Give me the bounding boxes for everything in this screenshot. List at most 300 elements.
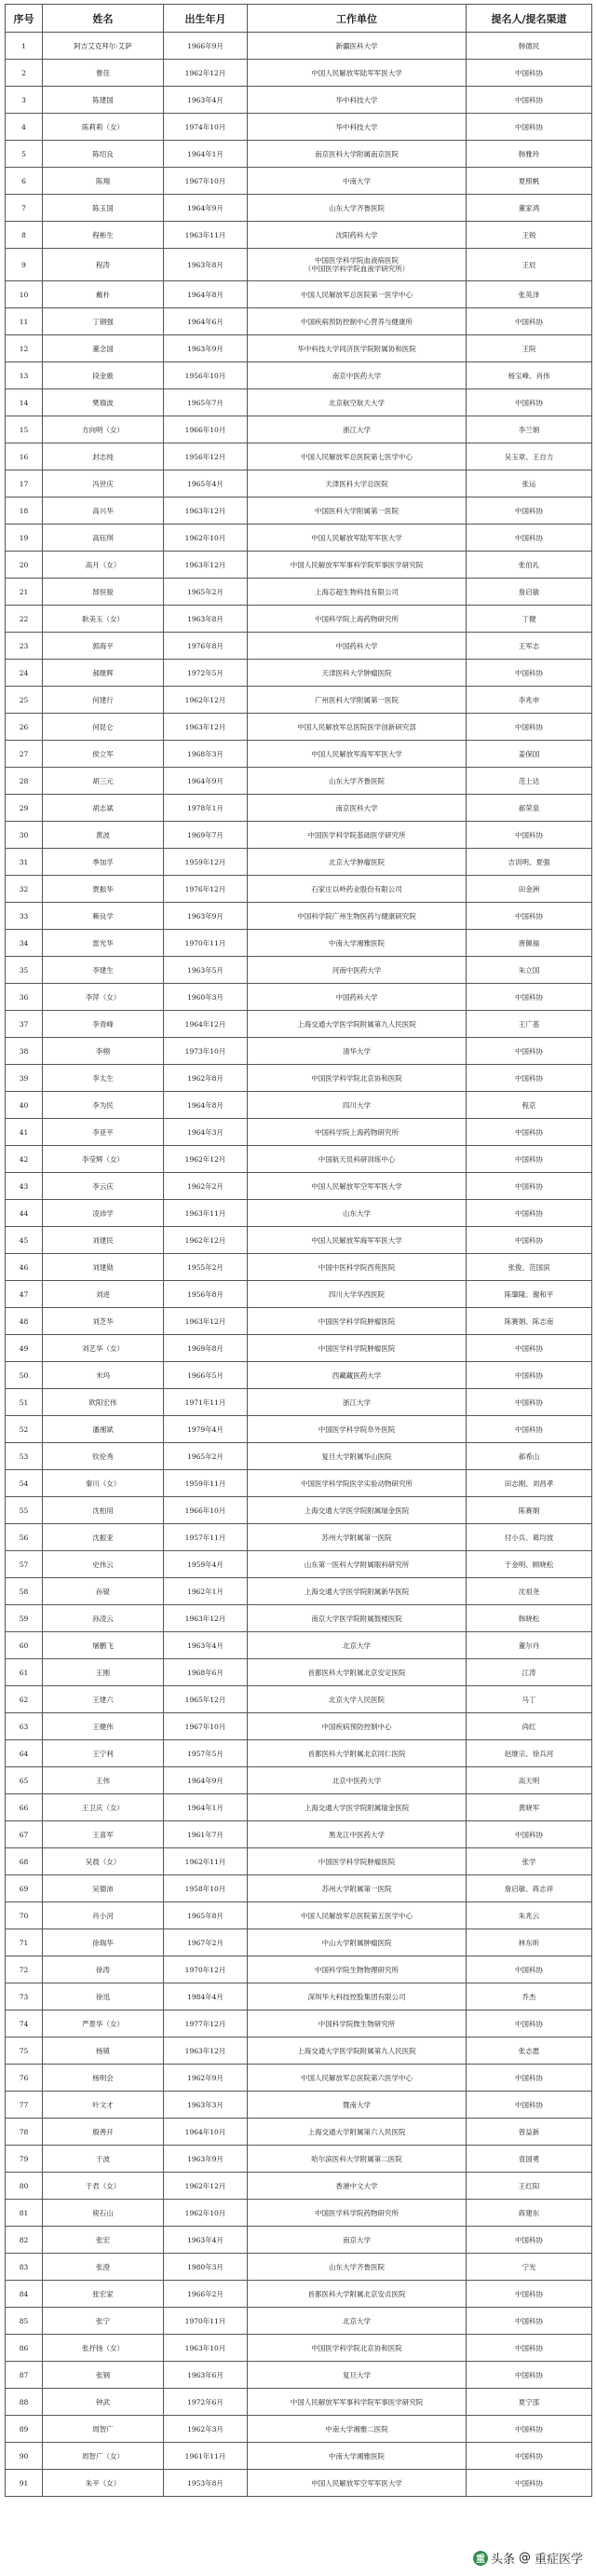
table-row xyxy=(6,1362,592,1389)
cell-index: 91 xyxy=(6,2470,43,2497)
cell-organization xyxy=(248,1956,467,1983)
table-row xyxy=(6,1281,592,1308)
cell-nominator: 中国科协 xyxy=(467,389,592,416)
table-row xyxy=(6,1173,592,1200)
cell-name: 钟武 xyxy=(43,2389,164,2416)
cell-nominator: 李兰娟 xyxy=(467,416,592,443)
cell-index: 2 xyxy=(6,60,43,87)
organization-line: 中国医科大学附属第一医院 xyxy=(315,506,399,515)
cell-name: 徐迅 xyxy=(43,1983,164,2010)
cell-birth: 1963年9月 xyxy=(164,2146,248,2173)
cell-nominator: 杨宝峰、肖伟 xyxy=(467,362,592,389)
cell-index: 4 xyxy=(6,114,43,141)
cell-birth: 1970年12月 xyxy=(164,1956,248,1983)
table-row xyxy=(6,1767,592,1794)
cell-organization xyxy=(248,335,467,362)
cell-index: 21 xyxy=(6,579,43,606)
cell-nominator: 丁健 xyxy=(467,606,592,633)
cell-birth: 1966年5月 xyxy=(164,1362,248,1389)
cell-nominator: 程京 xyxy=(467,1092,592,1119)
cell-organization xyxy=(248,1146,467,1173)
cell-index: 65 xyxy=(6,1767,43,1794)
organization-line: 中山大学附属肿瘤医院 xyxy=(321,1938,392,1947)
cell-organization xyxy=(248,2389,467,2416)
cell-name: 季加孚 xyxy=(43,849,164,876)
cell-organization xyxy=(248,1227,467,1254)
cell-organization xyxy=(248,1254,467,1281)
cell-organization xyxy=(248,1821,467,1848)
cell-organization xyxy=(248,1119,467,1146)
cell-birth: 1960年3月 xyxy=(164,984,248,1011)
cell-nominator: 陈肇隆、谢和平 xyxy=(467,1281,592,1308)
cell-organization xyxy=(248,1470,467,1497)
cell-nominator: 王军志 xyxy=(467,633,592,660)
cell-index: 52 xyxy=(6,1416,43,1443)
cell-name: 周智广 xyxy=(43,2416,164,2443)
cell-index: 50 xyxy=(6,1362,43,1389)
table-row xyxy=(6,1200,592,1227)
cell-nominator: 中国科协 xyxy=(467,714,592,741)
organization-line: 中国人民解放军总医院第五医学中心 xyxy=(301,1911,413,1920)
table-row xyxy=(6,87,592,114)
cell-index: 75 xyxy=(6,2038,43,2065)
cell-index: 68 xyxy=(6,1848,43,1875)
cell-organization xyxy=(248,768,467,795)
cell-index: 72 xyxy=(6,1956,43,1983)
table-row xyxy=(6,2173,592,2200)
table-row xyxy=(6,1713,592,1740)
cell-organization xyxy=(248,2443,467,2470)
cell-organization xyxy=(248,1524,467,1551)
cell-name: 高钰琪 xyxy=(43,525,164,552)
cell-index: 57 xyxy=(6,1551,43,1578)
cell-index: 34 xyxy=(6,930,43,957)
cell-birth: 1963年9月 xyxy=(164,335,248,362)
cell-birth: 1964年1月 xyxy=(164,1794,248,1821)
cell-birth: 1967年10月 xyxy=(164,1713,248,1740)
cell-organization xyxy=(248,281,467,308)
organization-line: 山东大学齐鲁医院 xyxy=(329,203,385,212)
table-row xyxy=(6,579,592,606)
cell-organization xyxy=(248,1011,467,1038)
cell-birth: 1957年5月 xyxy=(164,1740,248,1767)
organization-line: 沈阳药科大学 xyxy=(335,230,378,239)
cell-nominator: 马丁 xyxy=(467,1686,592,1713)
table-row xyxy=(6,2038,592,2065)
cell-organization xyxy=(248,741,467,768)
organization-line: 上海交通大学医学院附属新华医院 xyxy=(304,1587,410,1596)
cell-nominator: 中国科协 xyxy=(467,1038,592,1065)
cell-index: 82 xyxy=(6,2227,43,2254)
cell-index: 24 xyxy=(6,660,43,687)
cell-name: 李莹辉（女） xyxy=(43,1146,164,1173)
cell-organization xyxy=(248,2470,467,2497)
table-row xyxy=(6,1578,592,1605)
cell-birth: 1963年9月 xyxy=(164,903,248,930)
table-row xyxy=(6,1146,592,1173)
cell-organization xyxy=(248,660,467,687)
cell-nominator: 郝希山 xyxy=(467,1443,592,1470)
cell-organization xyxy=(248,1443,467,1470)
cell-birth: 1962年1月 xyxy=(164,1578,248,1605)
table-row xyxy=(6,1065,592,1092)
cell-nominator: 中国科协 xyxy=(467,1119,592,1146)
organization-line: 天津医科大学总医院 xyxy=(325,479,388,488)
cell-nominator: 吉训明、夏强 xyxy=(467,849,592,876)
table-row xyxy=(6,2416,592,2443)
cell-organization xyxy=(248,249,467,281)
cell-organization xyxy=(248,1713,467,1740)
organization-line: 中南大学湘雅医院 xyxy=(329,2451,385,2460)
cell-organization xyxy=(248,1308,467,1335)
cell-index: 29 xyxy=(6,795,43,822)
cell-index: 5 xyxy=(6,141,43,168)
cell-birth: 1963年11月 xyxy=(164,1200,248,1227)
cell-index: 23 xyxy=(6,633,43,660)
table-row xyxy=(6,2227,592,2254)
cell-index: 88 xyxy=(6,2389,43,2416)
cell-organization xyxy=(248,849,467,876)
header-organization: 工作单位 xyxy=(248,5,467,33)
cell-index: 69 xyxy=(6,1875,43,1902)
cell-organization xyxy=(248,2200,467,2227)
cell-name: 欧阳宏伟 xyxy=(43,1389,164,1416)
organization-line: 四川大学华西医院 xyxy=(329,1289,385,1299)
document-page xyxy=(5,4,591,2497)
cell-organization xyxy=(248,1335,467,1362)
table-row xyxy=(6,795,592,822)
cell-name: 张澄 xyxy=(43,2254,164,2281)
cell-nominator: 朱立国 xyxy=(467,957,592,984)
cell-birth: 1963年12月 xyxy=(164,2038,248,2065)
cell-nominator: 中国科协 xyxy=(467,114,592,141)
table-row xyxy=(6,1686,592,1713)
cell-nominator: 中国科协 xyxy=(467,497,592,525)
cell-organization xyxy=(248,308,467,335)
candidate-list-table xyxy=(5,4,592,2497)
table-row xyxy=(6,60,592,87)
cell-nominator: 唐佩福 xyxy=(467,930,592,957)
cell-index: 51 xyxy=(6,1389,43,1416)
organization-line: 中国人民解放军空军军医大学 xyxy=(311,1181,402,1191)
cell-index: 3 xyxy=(6,87,43,114)
organization-line: 北京航空航天大学 xyxy=(329,398,385,407)
cell-organization xyxy=(248,1497,467,1524)
cell-birth: 1962年12月 xyxy=(164,60,248,87)
cell-index: 64 xyxy=(6,1740,43,1767)
table-row xyxy=(6,714,592,741)
organization-line: 山东大学齐鲁医院 xyxy=(329,776,385,785)
table-row xyxy=(6,443,592,470)
cell-birth: 1962年11月 xyxy=(164,1848,248,1875)
cell-nominator: 中国科协 xyxy=(467,1146,592,1173)
cell-nominator: 中国科协 xyxy=(467,2335,592,2362)
cell-birth: 1964年10月 xyxy=(164,2119,248,2146)
cell-name: 高兴华 xyxy=(43,497,164,525)
organization-line: 广州医科大学附属第一医院 xyxy=(315,695,399,704)
cell-name: 刘建民 xyxy=(43,1227,164,1254)
header-nominator: 提名人/提名渠道 xyxy=(467,5,592,33)
cell-name: 凌沛学 xyxy=(43,1200,164,1227)
table-row xyxy=(6,1659,592,1686)
organization-line: 中国药科大学 xyxy=(335,992,378,1002)
cell-birth: 1963年12月 xyxy=(164,552,248,579)
table-row xyxy=(6,308,592,335)
cell-name: 郜恒骏 xyxy=(43,579,164,606)
organization-line: 河南中医药大学 xyxy=(332,965,382,975)
cell-nominator: 韩晓松 xyxy=(467,1605,592,1632)
cell-name: 侯立军 xyxy=(43,741,164,768)
cell-birth: 1959年4月 xyxy=(164,1551,248,1578)
cell-name: 王建六 xyxy=(43,1686,164,1713)
cell-nominator: 张英泽 xyxy=(467,281,592,308)
cell-organization xyxy=(248,33,467,60)
cell-nominator: 张学 xyxy=(467,1848,592,1875)
table-row xyxy=(6,633,592,660)
organization-line: 上海交通大学附属第六人民医院 xyxy=(307,2127,406,2136)
cell-name: 李云庆 xyxy=(43,1173,164,1200)
cell-name: 米玛 xyxy=(43,1362,164,1389)
cell-nominator: 于金明、顾晓松 xyxy=(467,1551,592,1578)
cell-index: 46 xyxy=(6,1254,43,1281)
organization-line: 山东大学齐鲁医院 xyxy=(329,2262,385,2271)
cell-nominator: 董家鸿 xyxy=(467,195,592,222)
cell-index: 61 xyxy=(6,1659,43,1686)
cell-organization xyxy=(248,687,467,714)
organization-line: 上海交通大学医学院附属瑞金医院 xyxy=(304,1803,410,1812)
cell-birth: 1964年3月 xyxy=(164,1119,248,1146)
cell-nominator: 中国科协 xyxy=(467,1416,592,1443)
cell-nominator: 詹启敏、蒋志祥 xyxy=(467,1875,592,1902)
cell-name: 沈柏用 xyxy=(43,1497,164,1524)
organization-line: 中国科学院广州生物医药与健康研究院 xyxy=(297,911,416,920)
cell-organization xyxy=(248,1605,467,1632)
table-row xyxy=(6,606,592,633)
cell-name: 李为民 xyxy=(43,1092,164,1119)
table-row xyxy=(6,141,592,168)
table-row xyxy=(6,222,592,249)
organization-line: 新疆医科大学 xyxy=(335,41,378,50)
cell-organization xyxy=(248,1767,467,1794)
cell-index: 56 xyxy=(6,1524,43,1551)
cell-birth: 1965年2月 xyxy=(164,579,248,606)
cell-birth: 1963年12月 xyxy=(164,1308,248,1335)
table-row xyxy=(6,416,592,443)
cell-birth: 1963年12月 xyxy=(164,1605,248,1632)
organization-line: 清华大学 xyxy=(343,1046,371,1056)
cell-organization xyxy=(248,416,467,443)
organization-line: 中国医学科学院药物研究所 xyxy=(315,2208,399,2217)
cell-organization xyxy=(248,1686,467,1713)
cell-index: 28 xyxy=(6,768,43,795)
cell-name: 潘湘斌 xyxy=(43,1416,164,1443)
table-row xyxy=(6,1605,592,1632)
cell-nominator: 中国科协 xyxy=(467,1389,592,1416)
cell-organization xyxy=(248,1551,467,1578)
cell-index: 63 xyxy=(6,1713,43,1740)
table-row xyxy=(6,2389,592,2416)
cell-index: 43 xyxy=(6,1173,43,1200)
table-row xyxy=(6,389,592,416)
organization-line: 华中科技大学同济医学院附属协和医院 xyxy=(297,344,416,353)
cell-index: 53 xyxy=(6,1443,43,1470)
table-row xyxy=(6,2254,592,2281)
cell-index: 48 xyxy=(6,1308,43,1335)
cell-name: 刘建勋 xyxy=(43,1254,164,1281)
cell-nominator: 王广基 xyxy=(467,1011,592,1038)
cell-index: 47 xyxy=(6,1281,43,1308)
cell-birth: 1963年10月 xyxy=(164,2335,248,2362)
cell-index: 38 xyxy=(6,1038,43,1065)
cell-birth: 1963年6月 xyxy=(164,2362,248,2389)
cell-birth: 1965年4月 xyxy=(164,470,248,497)
organization-line: 中国人民解放军总医院第六医学中心 xyxy=(301,2073,413,2082)
cell-name: 周智广（女） xyxy=(43,2443,164,2470)
table-row xyxy=(6,1875,592,1902)
cell-birth: 1963年12月 xyxy=(164,497,248,525)
cell-name: 张宁 xyxy=(43,2308,164,2335)
cell-name: 刘进 xyxy=(43,1281,164,1308)
organization-line: 中国人民解放军总医院第七医学中心 xyxy=(301,452,413,461)
cell-index: 26 xyxy=(6,714,43,741)
cell-birth: 1966年9月 xyxy=(164,33,248,60)
organization-line: 山东第一医科大学附属眼科研究所 xyxy=(304,1560,410,1569)
cell-name: 张抒扬（女） xyxy=(43,2335,164,2362)
cell-name: 肖小河 xyxy=(43,1902,164,1929)
cell-name: 胡三元 xyxy=(43,768,164,795)
cell-index: 35 xyxy=(6,957,43,984)
cell-birth: 1955年2月 xyxy=(164,1254,248,1281)
cell-index: 33 xyxy=(6,903,43,930)
account-logo-icon: 重 xyxy=(473,2551,488,2566)
cell-name: 殷善开 xyxy=(43,2119,164,2146)
cell-organization xyxy=(248,497,467,525)
cell-name: 阿吉艾克拜尔·艾萨 xyxy=(43,33,164,60)
cell-nominator: 中国科协 xyxy=(467,2092,592,2119)
organization-line: 中国人民解放军陆军军医大学 xyxy=(311,68,402,77)
cell-nominator: 中国科协 xyxy=(467,525,592,552)
cell-organization xyxy=(248,795,467,822)
cell-index: 55 xyxy=(6,1497,43,1524)
organization-line: 中国医学科学院肿瘤医院 xyxy=(318,1857,396,1866)
table-row xyxy=(6,849,592,876)
cell-organization xyxy=(248,903,467,930)
cell-name: 杨明会 xyxy=(43,2065,164,2092)
cell-organization xyxy=(248,2065,467,2092)
cell-nominator: 中国科协 xyxy=(467,903,592,930)
cell-index: 90 xyxy=(6,2443,43,2470)
cell-name: 王喜军 xyxy=(43,1821,164,1848)
table-row xyxy=(6,2308,592,2335)
cell-organization xyxy=(248,1632,467,1659)
cell-index: 37 xyxy=(6,1011,43,1038)
cell-birth: 1964年1月 xyxy=(164,141,248,168)
cell-organization xyxy=(248,1389,467,1416)
cell-nominator: 中国科协 xyxy=(467,2227,592,2254)
cell-birth: 1976年12月 xyxy=(164,876,248,903)
cell-birth: 1969年7月 xyxy=(164,822,248,849)
cell-organization xyxy=(248,2038,467,2065)
cell-organization xyxy=(248,552,467,579)
cell-nominator: 张俊、范国滨 xyxy=(467,1254,592,1281)
cell-index: 27 xyxy=(6,741,43,768)
table-row xyxy=(6,1902,592,1929)
cell-name: 胡志斌 xyxy=(43,795,164,822)
organization-line: 中国人民解放军军事科学院军事医学研究院 xyxy=(290,560,424,569)
organization-line: 中国中医科学院西苑医院 xyxy=(318,1262,396,1272)
cell-organization xyxy=(248,195,467,222)
cell-organization xyxy=(248,168,467,195)
table-row xyxy=(6,1254,592,1281)
cell-nominator: 中国科协 xyxy=(467,1227,592,1254)
organization-line: 首都医科大学附属北京同仁医院 xyxy=(307,1749,406,1758)
cell-name: 孙锟 xyxy=(43,1578,164,1605)
organization-line: 复旦大学 xyxy=(343,2370,371,2379)
organization-line: 北京中医药大学 xyxy=(332,1776,382,1785)
table-row xyxy=(6,687,592,714)
cell-birth: 1959年12月 xyxy=(164,849,248,876)
cell-nominator: 中国科协 xyxy=(467,2308,592,2335)
cell-name: 何建行 xyxy=(43,687,164,714)
cell-index: 60 xyxy=(6,1632,43,1659)
cell-nominator: 中国科协 xyxy=(467,1173,592,1200)
cell-nominator: 田金洲 xyxy=(467,876,592,903)
cell-index: 83 xyxy=(6,2254,43,2281)
cell-nominator: 赵继宗、徐兵河 xyxy=(467,1740,592,1767)
cell-nominator: 陈赛娟 xyxy=(467,1497,592,1524)
table-body xyxy=(6,33,592,2497)
table-row xyxy=(6,1929,592,1956)
cell-name: 王刚 xyxy=(43,1659,164,1686)
cell-birth: 1968年6月 xyxy=(164,1659,248,1686)
cell-birth: 1964年9月 xyxy=(164,768,248,795)
table-row xyxy=(6,1416,592,1443)
cell-index: 12 xyxy=(6,335,43,362)
cell-organization xyxy=(248,222,467,249)
cell-birth: 1962年10月 xyxy=(164,2200,248,2227)
table-row xyxy=(6,335,592,362)
cell-organization xyxy=(248,1659,467,1686)
organization-line: 中国医学科学院血液病医院 xyxy=(315,256,399,265)
cell-birth: 1962年12月 xyxy=(164,1227,248,1254)
cell-birth: 1971年11月 xyxy=(164,1389,248,1416)
table-row xyxy=(6,114,592,141)
cell-birth: 1962年9月 xyxy=(164,2065,248,2092)
cell-nominator: 中国科协 xyxy=(467,2416,592,2443)
header-birth: 出生年月 xyxy=(164,5,248,33)
cell-nominator: 中国科协 xyxy=(467,1821,592,1848)
cell-name: 张宏 xyxy=(43,2227,164,2254)
cell-organization xyxy=(248,876,467,903)
cell-name: 王卫庆（女） xyxy=(43,1794,164,1821)
platform-watermark xyxy=(473,2549,583,2567)
organization-line: 黑龙江中医药大学 xyxy=(329,1830,385,1839)
organization-line: 中国疾病预防控制中心 xyxy=(321,1722,392,1731)
table-row xyxy=(6,1443,592,1470)
cell-name: 张宏家 xyxy=(43,2281,164,2308)
table-row xyxy=(6,1956,592,1983)
cell-index: 32 xyxy=(6,876,43,903)
cell-birth: 1958年10月 xyxy=(164,1875,248,1902)
cell-nominator: 王红阳 xyxy=(467,2173,592,2200)
cell-birth: 1976年8月 xyxy=(164,633,248,660)
cell-index: 19 xyxy=(6,525,43,552)
table-row xyxy=(6,1848,592,1875)
table-row xyxy=(6,957,592,984)
organization-line: 华中科技大学 xyxy=(335,95,378,104)
organization-line: 哈尔滨医科大学附属第二医院 xyxy=(311,2154,402,2163)
cell-index: 13 xyxy=(6,362,43,389)
